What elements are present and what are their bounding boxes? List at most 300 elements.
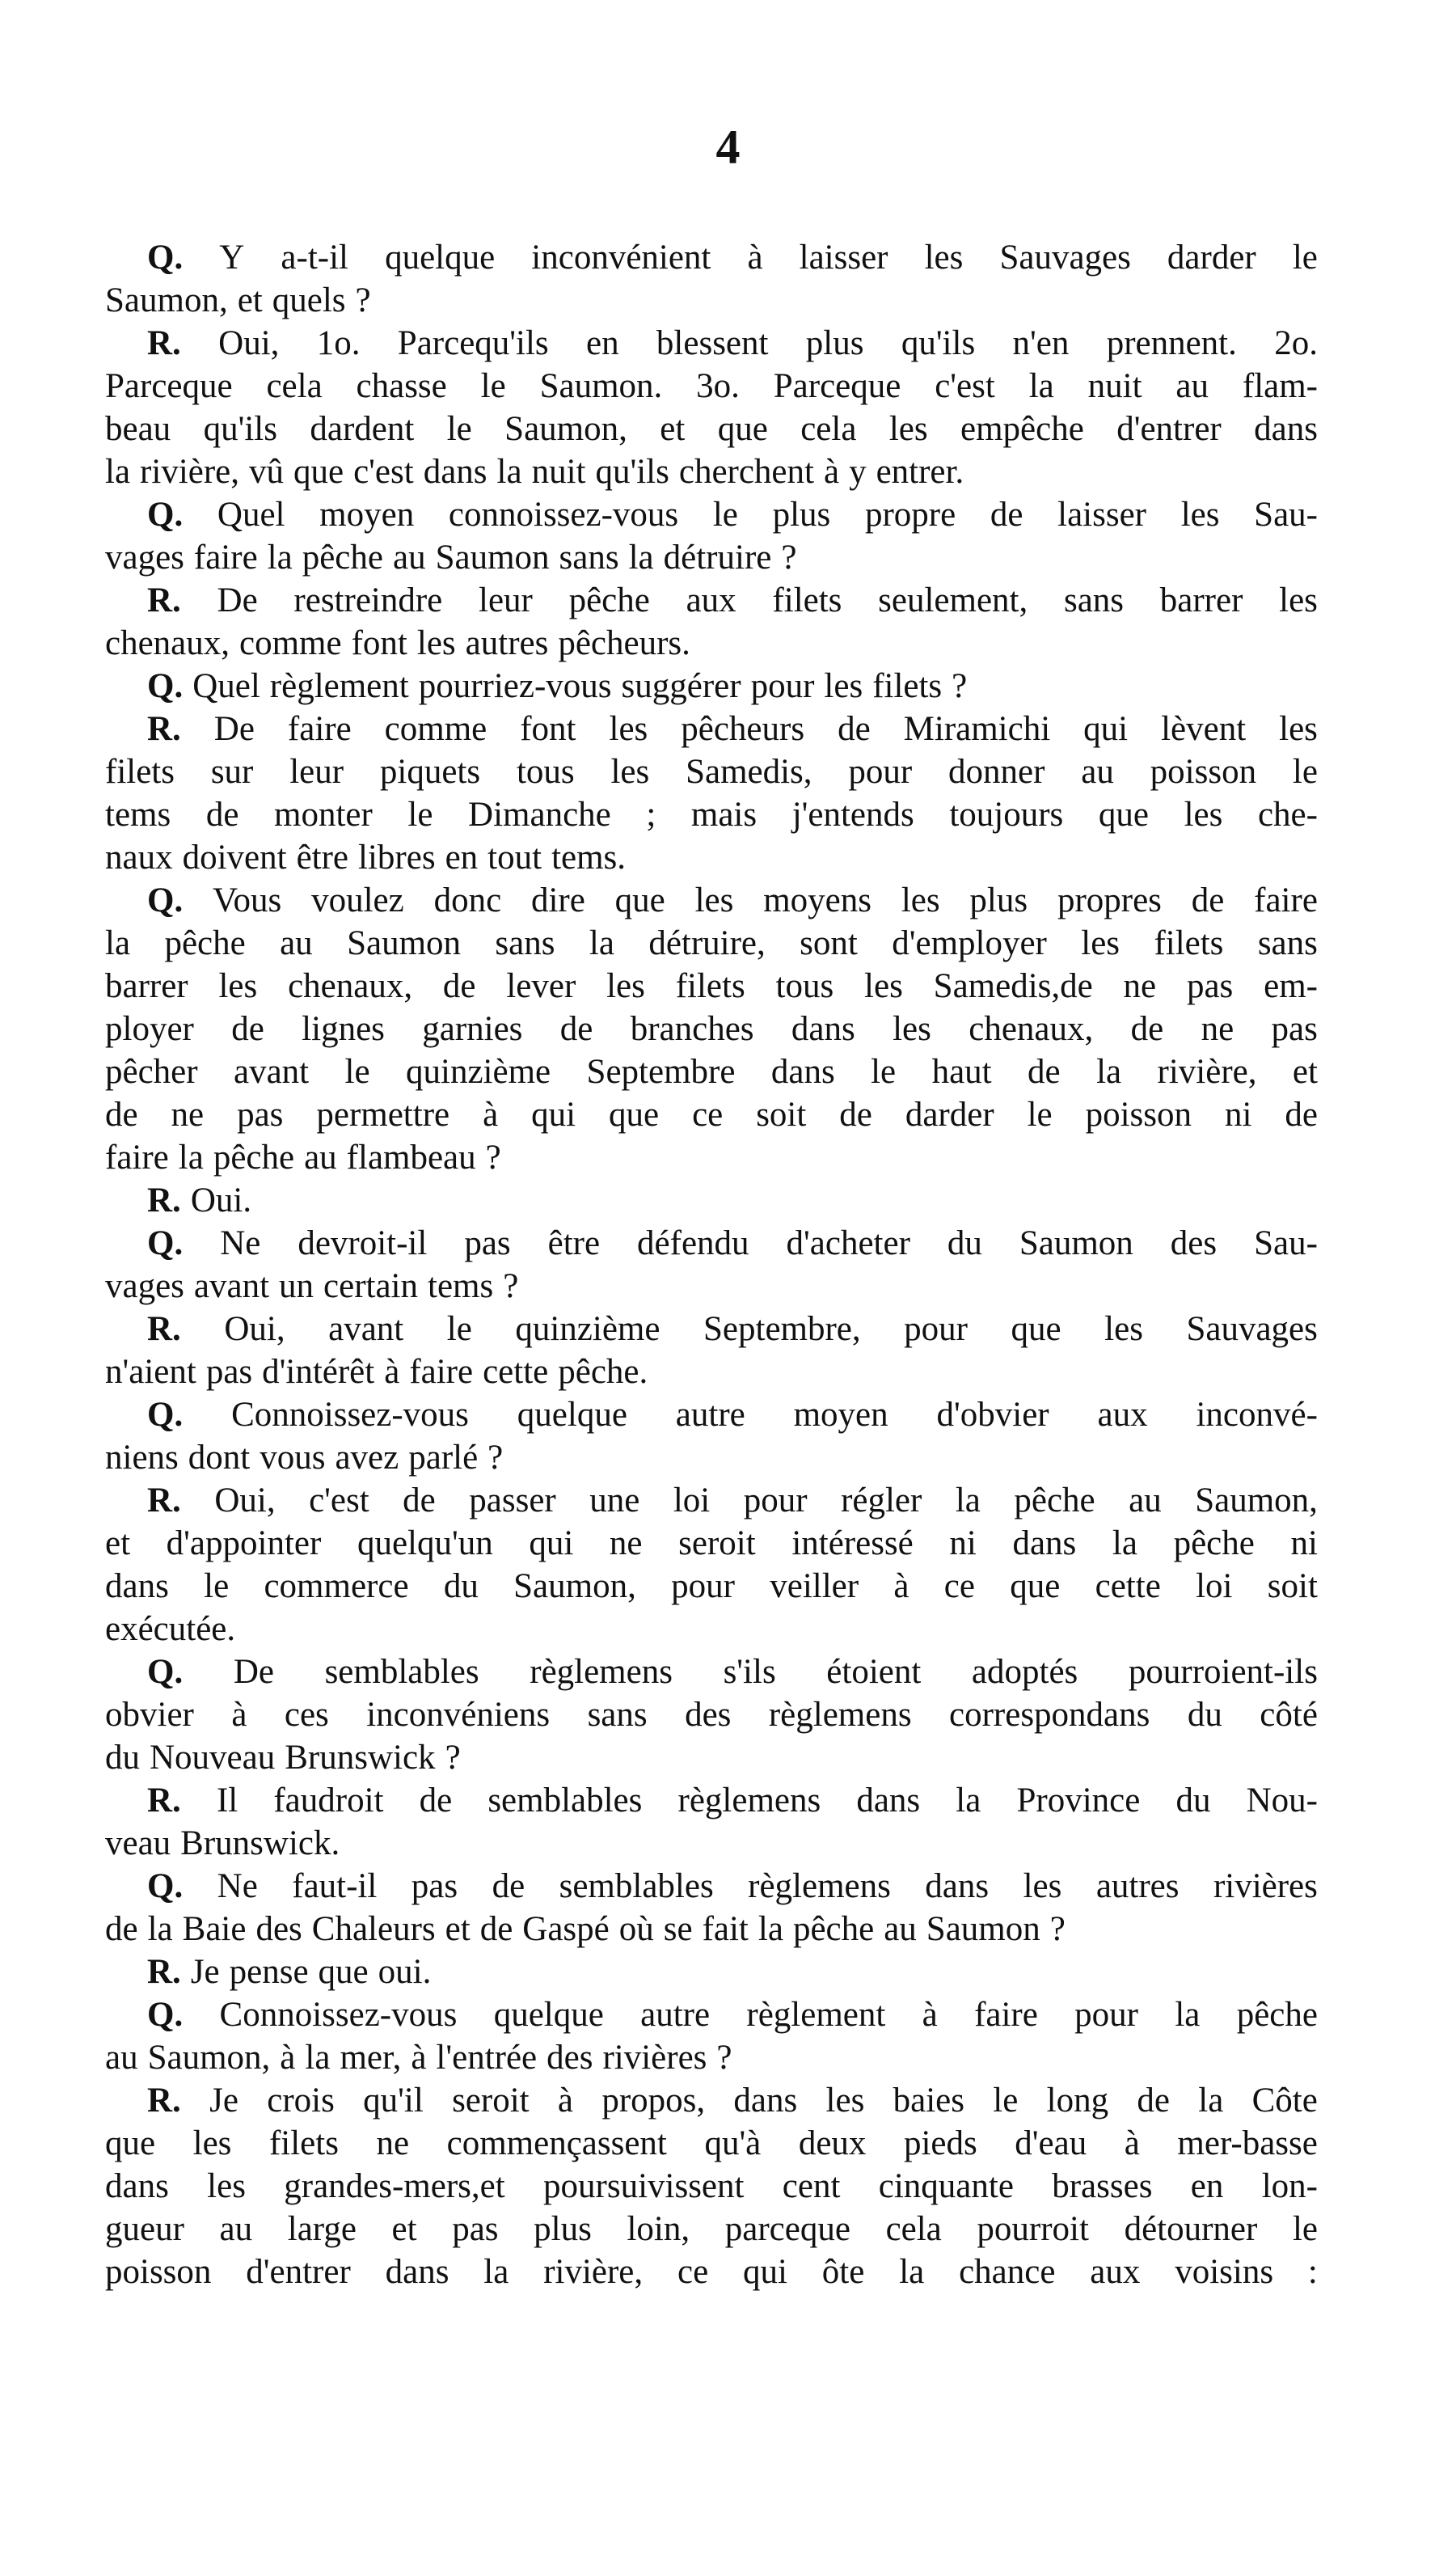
word: Oui. xyxy=(190,1181,252,1219)
word: la xyxy=(1175,1996,1201,2034)
word: inconvéniens xyxy=(366,1696,551,1734)
word: au xyxy=(884,1910,917,1948)
word: Chaleurs xyxy=(311,1910,436,1948)
word: les xyxy=(893,1010,931,1048)
word: les xyxy=(218,967,258,1005)
word: empêche xyxy=(960,410,1084,448)
word: Saumon, xyxy=(147,2039,271,2077)
word: Connoissez-vous xyxy=(231,1396,469,1434)
word: loi xyxy=(1196,1567,1233,1605)
word: ne xyxy=(171,1096,205,1134)
word: qu'ils xyxy=(595,453,669,491)
word: comme xyxy=(384,710,487,748)
word: soit xyxy=(756,1096,807,1134)
word: et xyxy=(105,1524,131,1562)
word: en xyxy=(445,839,479,877)
word: de xyxy=(1285,1096,1318,1134)
word: seroit xyxy=(678,1524,756,1562)
word: semblables xyxy=(324,1653,479,1691)
word: pas xyxy=(205,1353,253,1391)
word: les xyxy=(1104,1310,1143,1348)
word: Ne xyxy=(217,1867,258,1905)
word: du xyxy=(1175,1781,1211,1819)
word: Ne xyxy=(220,1224,261,1262)
word: pêcheurs xyxy=(681,710,805,748)
word: 1o. xyxy=(316,324,361,362)
word: Gaspé xyxy=(522,1910,610,1948)
text-line xyxy=(105,1565,1318,1608)
word: De xyxy=(217,581,258,619)
word: vages xyxy=(105,1267,184,1305)
word: rivière, xyxy=(140,453,239,491)
word: les xyxy=(888,410,928,448)
word: pas xyxy=(411,1867,458,1905)
word: quelqu'un xyxy=(357,1524,493,1562)
word: le xyxy=(446,1310,472,1348)
word: la xyxy=(955,1481,981,1519)
word: soit xyxy=(1267,1567,1318,1605)
word: des xyxy=(685,1696,732,1734)
word: lon- xyxy=(1261,2167,1318,2205)
word: barrer xyxy=(1159,581,1243,619)
word: ne xyxy=(1123,967,1157,1005)
word: et xyxy=(391,2210,417,2248)
word: fait xyxy=(702,1910,749,1948)
speaker-label: R. xyxy=(147,581,181,619)
word: connoissez-vous xyxy=(448,496,679,534)
text-line xyxy=(105,493,1318,536)
word: Septembre, xyxy=(703,1310,861,1348)
word: oui. xyxy=(378,1953,432,1991)
word: qu'ils xyxy=(203,410,277,448)
word: pêche xyxy=(1014,1481,1095,1519)
word: avez xyxy=(335,1439,399,1477)
word: Sau- xyxy=(1254,496,1318,534)
word: pourroit xyxy=(977,2210,1089,2248)
word: quelque xyxy=(385,239,496,277)
text-line xyxy=(105,1265,1318,1308)
text-line xyxy=(105,1436,1318,1479)
word: ? xyxy=(485,1139,501,1177)
text-line xyxy=(105,1179,1318,1222)
word: sans xyxy=(587,1696,648,1734)
word: De xyxy=(233,1653,274,1691)
word: tout xyxy=(487,839,542,877)
word: que xyxy=(609,1096,660,1134)
word: pense xyxy=(229,1953,309,1991)
word: tous xyxy=(775,967,834,1005)
word: adoptés xyxy=(971,1653,1078,1691)
word: à xyxy=(922,1996,938,2034)
word: parlé xyxy=(408,1439,479,1477)
word: ne xyxy=(609,1524,643,1562)
word: les xyxy=(1081,924,1120,962)
word: mer, xyxy=(340,2039,402,2077)
word: en xyxy=(1190,2167,1224,2205)
word: ni xyxy=(949,1524,977,1562)
word: pêche xyxy=(213,1139,295,1177)
speaker-label: R. xyxy=(147,1181,181,1219)
word: pour xyxy=(671,1567,735,1605)
word: ôte xyxy=(821,2253,865,2291)
word: cela xyxy=(266,367,323,405)
word: être xyxy=(296,839,349,877)
word: poisson xyxy=(1150,753,1257,791)
word: grandes-mers,et xyxy=(284,2167,505,2205)
word: Saumon. xyxy=(539,367,663,405)
word: pêche xyxy=(1173,1524,1255,1562)
word: faut-il xyxy=(292,1867,378,1905)
word: semblables xyxy=(559,1867,714,1905)
word: vû xyxy=(249,453,284,491)
word: Oui, xyxy=(224,1310,285,1348)
word: du xyxy=(443,1567,479,1605)
word: faire xyxy=(287,710,352,748)
word: défendu xyxy=(637,1224,749,1262)
word: autre xyxy=(640,1996,711,2034)
word: haut xyxy=(931,1053,992,1091)
word: tous xyxy=(516,753,575,791)
word: sont xyxy=(800,924,858,962)
text-line xyxy=(105,2079,1318,2122)
word: dardent xyxy=(310,410,415,448)
text-line xyxy=(105,1393,1318,1436)
word: veiller xyxy=(770,1567,859,1605)
word: au xyxy=(392,539,426,577)
word: des xyxy=(1170,1224,1218,1262)
word: seulement, xyxy=(878,581,1028,619)
word: les xyxy=(1279,581,1318,619)
word: à xyxy=(384,1353,400,1391)
word: au xyxy=(1081,753,1114,791)
word: pieds xyxy=(903,2124,977,2162)
word: aux xyxy=(1090,2253,1141,2291)
word: que xyxy=(293,453,344,491)
word: détourner xyxy=(1124,2210,1258,2248)
text-line xyxy=(105,1308,1318,1350)
word: qu'ils xyxy=(901,324,976,362)
word: Samedis,de xyxy=(933,967,1093,1005)
word: filets xyxy=(872,667,943,705)
word: pour xyxy=(904,1310,968,1348)
word: de xyxy=(838,710,871,748)
word: de xyxy=(990,496,1023,534)
text-line xyxy=(105,1608,1318,1650)
word: les xyxy=(824,667,863,705)
text-line xyxy=(105,1865,1318,1908)
word: la xyxy=(956,1781,981,1819)
word: lèvent xyxy=(1161,710,1247,748)
word: j'entends xyxy=(791,796,914,834)
word: devroit-il xyxy=(298,1224,428,1262)
word: veau xyxy=(105,1824,171,1862)
word: pêche xyxy=(792,1910,875,1948)
word: aux xyxy=(1097,1396,1148,1434)
text-line xyxy=(105,622,1318,665)
word: 2o. xyxy=(1274,324,1318,362)
word: au xyxy=(304,1139,337,1177)
text-line xyxy=(105,365,1318,408)
text-line xyxy=(105,1222,1318,1265)
word: d'entrer xyxy=(1116,410,1222,448)
word: cent xyxy=(782,2167,841,2205)
word: poursuivissent xyxy=(543,2167,745,2205)
word: Parcequ'ils xyxy=(397,324,549,362)
word: dans xyxy=(770,1053,835,1091)
word: pour xyxy=(1074,1996,1138,2034)
word: commerce xyxy=(264,1567,409,1605)
word: autres xyxy=(465,624,549,662)
word: ni xyxy=(1224,1096,1252,1134)
word: Oui, xyxy=(218,324,280,362)
text-line xyxy=(105,1736,1318,1779)
word: le xyxy=(993,2082,1019,2120)
word: semblables xyxy=(487,1781,643,1819)
word: autres xyxy=(1095,1867,1180,1905)
text-line xyxy=(105,1136,1318,1179)
text-line xyxy=(105,1093,1318,1136)
text-line xyxy=(105,2122,1318,2165)
word: les xyxy=(1023,1867,1062,1905)
word: leur xyxy=(479,581,533,619)
word: inconvénient xyxy=(531,239,711,277)
word: de xyxy=(105,1910,138,1948)
word: Sauvages xyxy=(999,239,1131,277)
word: de xyxy=(1137,2082,1170,2120)
word: sans xyxy=(495,924,555,962)
word: che- xyxy=(1257,796,1318,834)
word: des xyxy=(547,2039,593,2077)
speaker-label: Q. xyxy=(147,239,184,277)
word: de xyxy=(403,1481,436,1519)
word: branches xyxy=(630,1010,754,1048)
word: Nou- xyxy=(1246,1781,1318,1819)
word: seroit xyxy=(452,2082,530,2120)
word: em- xyxy=(1264,967,1318,1005)
text-line xyxy=(105,450,1318,493)
word: dont xyxy=(188,1439,251,1477)
word: le xyxy=(1027,1096,1053,1134)
word: sur xyxy=(210,753,254,791)
word: être xyxy=(547,1224,601,1262)
speaker-label: Q. xyxy=(147,881,184,919)
speaker-label: R. xyxy=(147,1953,181,1991)
word: chance xyxy=(959,2253,1056,2291)
word: n'aient xyxy=(105,1353,196,1391)
word: intéressé xyxy=(791,1524,914,1562)
word: ne xyxy=(1201,1010,1234,1048)
text-line xyxy=(105,1650,1318,1693)
word: rivières xyxy=(602,2039,707,2077)
word: n'en xyxy=(1012,324,1070,362)
word: la xyxy=(1198,2082,1224,2120)
word: gueur xyxy=(105,2210,184,2248)
word: mer-basse xyxy=(1177,2124,1318,2162)
word: leur xyxy=(289,753,344,791)
text-line xyxy=(105,708,1318,750)
word: chasse xyxy=(356,367,447,405)
word: Saumon xyxy=(435,539,550,577)
word: Brunswick. xyxy=(180,1824,340,1862)
word: sans xyxy=(559,539,619,577)
speaker-label: R. xyxy=(147,1781,181,1819)
word: Saumon, xyxy=(504,410,627,448)
word: cela xyxy=(885,2210,942,2248)
word: ? xyxy=(1049,1910,1066,1948)
word: beau xyxy=(105,410,171,448)
speaker-label: Q. xyxy=(147,1996,184,2034)
word: faire xyxy=(105,1139,169,1177)
word: Province xyxy=(1016,1781,1141,1819)
word: baies xyxy=(893,2082,964,2120)
word: de xyxy=(839,1096,872,1134)
word: pêche xyxy=(164,924,246,962)
word: prennent. xyxy=(1106,324,1237,362)
word: blessent xyxy=(656,324,769,362)
text-line xyxy=(105,965,1318,1008)
word: et xyxy=(237,281,263,319)
word: de xyxy=(1130,1010,1164,1048)
word: font xyxy=(351,624,407,662)
word: vous xyxy=(260,1439,326,1477)
word: ce xyxy=(677,2253,709,2291)
word: un xyxy=(279,1267,314,1305)
word: pêche. xyxy=(558,1353,648,1391)
word: les xyxy=(825,2082,865,2120)
word: avant xyxy=(193,1267,270,1305)
word: plus xyxy=(534,2210,592,2248)
word: dans xyxy=(105,1567,169,1605)
word: pas xyxy=(1186,967,1234,1005)
word: sans xyxy=(1063,581,1125,619)
word: lever xyxy=(506,967,576,1005)
word: aux xyxy=(686,581,736,619)
text-line xyxy=(105,1008,1318,1050)
word: Dimanche xyxy=(468,796,611,834)
word: quelque xyxy=(517,1396,627,1434)
text-line xyxy=(105,922,1318,965)
word: c'est xyxy=(309,1481,369,1519)
word: avant xyxy=(328,1310,404,1348)
word: Connoissez-vous xyxy=(219,1996,458,2034)
word: pour xyxy=(848,753,913,791)
word: Miramichi xyxy=(903,710,1051,748)
word: le xyxy=(1292,239,1318,277)
word: pas xyxy=(1271,1010,1318,1048)
word: à xyxy=(1124,2124,1140,2162)
word: de xyxy=(1028,1053,1061,1091)
word: à xyxy=(823,453,840,491)
word: règlement xyxy=(269,667,409,705)
word: une xyxy=(589,1481,640,1519)
word: parceque xyxy=(724,2210,850,2248)
word: que xyxy=(1011,1310,1061,1348)
text-line xyxy=(105,2165,1318,2208)
word: qui xyxy=(743,2253,787,2291)
word: rivière, xyxy=(1157,1053,1257,1091)
word: cette xyxy=(483,1353,549,1391)
text-line xyxy=(105,1993,1318,2036)
word: la xyxy=(1112,1524,1137,1562)
word: au xyxy=(219,2210,253,2248)
word: la xyxy=(147,1910,173,1948)
word: crois xyxy=(267,2082,335,2120)
word: inconvé- xyxy=(1196,1396,1318,1434)
speaker-label: Q. xyxy=(147,667,184,705)
word: darder xyxy=(905,1096,994,1134)
word: dire xyxy=(530,881,585,919)
word: ployer xyxy=(105,1010,194,1048)
word: tems xyxy=(105,796,171,834)
word: ? xyxy=(445,1739,461,1777)
word: Il xyxy=(216,1781,238,1819)
word: quels xyxy=(272,281,346,319)
word: au xyxy=(1129,1481,1162,1519)
speaker-label: Q. xyxy=(147,496,184,534)
word: entrer. xyxy=(876,453,964,491)
word: s'ils xyxy=(723,1653,776,1691)
word: comme xyxy=(239,624,342,662)
word: y xyxy=(849,453,867,491)
word: poisson xyxy=(105,2253,212,2291)
word: que xyxy=(318,1953,369,1991)
word: la xyxy=(1028,367,1054,405)
word: Saumon, xyxy=(105,281,228,319)
word: la xyxy=(589,924,614,962)
text-line xyxy=(105,536,1318,579)
word: dans xyxy=(925,1867,990,1905)
word: faudroit xyxy=(273,1781,384,1819)
word: cherchent xyxy=(678,453,814,491)
word: libres xyxy=(358,839,436,877)
word: qui xyxy=(1083,710,1129,748)
word: darder xyxy=(1167,239,1256,277)
word: la xyxy=(1096,1053,1122,1091)
word: ; xyxy=(646,796,656,834)
word: le xyxy=(1292,2210,1318,2248)
word: vages xyxy=(105,539,184,577)
word: que xyxy=(105,2124,156,2162)
word: propres xyxy=(1057,881,1162,919)
word: Côte xyxy=(1251,2082,1318,2120)
word: le xyxy=(204,1567,230,1605)
word: que xyxy=(1010,1567,1061,1605)
word: Saumon xyxy=(926,1910,1040,1948)
speaker-label: Q. xyxy=(147,1867,184,1905)
word: tems. xyxy=(551,839,627,877)
word: les xyxy=(606,967,645,1005)
word: large xyxy=(287,2210,357,2248)
word: voulez xyxy=(311,881,404,919)
word: Samedis, xyxy=(686,753,812,791)
word: ? xyxy=(781,539,797,577)
text-line xyxy=(105,1779,1318,1822)
word: le xyxy=(1292,753,1318,791)
text-line xyxy=(105,1479,1318,1522)
word: côté xyxy=(1260,1696,1318,1734)
word: certain xyxy=(323,1267,419,1305)
word: ne xyxy=(376,2124,410,2162)
word: cela xyxy=(800,410,857,448)
word: De xyxy=(213,710,255,748)
word: moyen xyxy=(793,1396,888,1434)
word: d'obvier xyxy=(936,1396,1049,1434)
word: à xyxy=(280,2039,296,2077)
text-line xyxy=(105,2251,1318,2293)
speaker-label: R. xyxy=(147,2082,181,2120)
word: la xyxy=(178,1139,204,1177)
word: propre xyxy=(864,496,956,534)
